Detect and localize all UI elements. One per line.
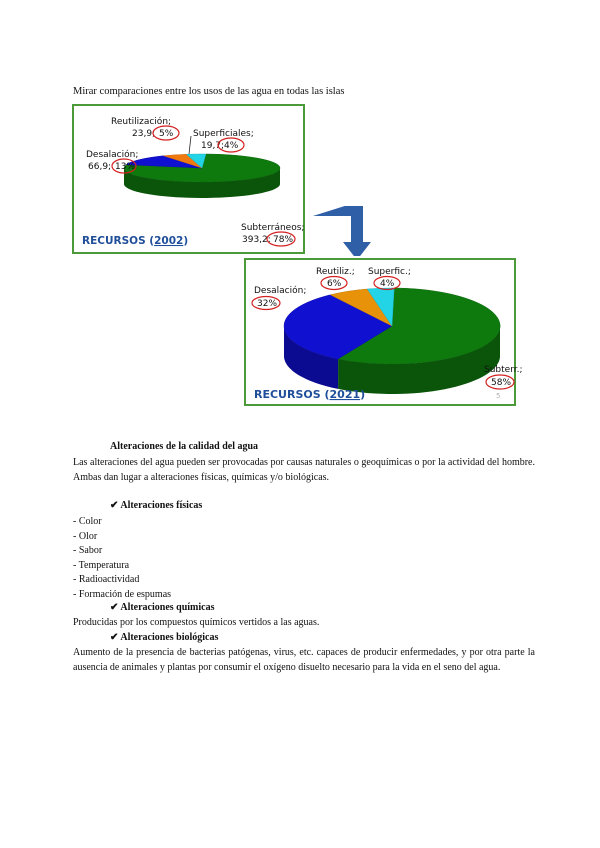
pie-chart-2002-canvas (74, 106, 303, 252)
chart-title: RECURSOS (2021) (254, 388, 366, 401)
biological-text: Aumento de la presencia de bacterias patógenas, virus, etc. capaces de producir enfermedades, y por otra parte la ausencia de animales y plantas por consumir el oxígeno disuelto necesario para la vida en el seno del agua. (73, 647, 535, 673)
list-item: - Temperatura (73, 559, 130, 571)
list-item: - Olor (73, 530, 98, 542)
slice-label: Subterráneos; (241, 223, 305, 233)
slice-label: Superficiales; (193, 129, 254, 139)
pie-chart-2021 (244, 258, 523, 406)
slice-value: 66,9; (88, 162, 112, 172)
pie-chart-2021-canvas (246, 260, 523, 404)
slice-label: Superfic.; (368, 267, 411, 277)
physical-heading-label: Alteraciones físicas (120, 500, 203, 511)
list-item: - Formación de espumas (73, 588, 172, 600)
check-icon: ✔ (110, 632, 119, 643)
check-icon: ✔ (110, 500, 119, 511)
slice-label: Subterr.; (484, 365, 523, 375)
slice-percent: 4% (380, 279, 395, 289)
list-item: - Color (73, 516, 102, 527)
physical-list (73, 515, 171, 603)
section-title: Alteraciones de la calidad del agua (110, 441, 259, 452)
list-item: - Sabor (73, 545, 103, 557)
section-intro: Las alteraciones del agua pueden ser provocadas por causas naturales o geoquímicas o por la actividad del hombre. Ambas dan lugar a alteraciones físicas, químicas y/o biológicas. (73, 457, 535, 483)
physical-heading (110, 500, 202, 511)
slice-percent: 4% (224, 141, 239, 151)
pie-chart-2002 (72, 104, 305, 254)
slice-value: 393,2; (242, 235, 271, 245)
chemical-text: Producidas por los compuestos químicos vertidos a las aguas. (73, 617, 320, 628)
slice-label: Desalación; (254, 286, 307, 296)
slice-label: Reutiliz.; (316, 267, 355, 277)
slice-value: 19,7; (201, 141, 225, 151)
slice-percent: 6% (327, 279, 342, 289)
chemical-heading (110, 602, 215, 613)
slice-percent: 78% (273, 235, 294, 245)
slice-percent: 13% (115, 162, 136, 172)
biological-heading-label: Alteraciones biológicas (120, 632, 219, 643)
slice-percent: 32% (257, 299, 278, 309)
slice-percent: 58% (491, 378, 512, 388)
check-icon: ✔ (110, 602, 119, 613)
chemical-heading-label: Alteraciones químicas (120, 602, 215, 613)
slice-label: Reutilización; (111, 117, 172, 127)
slice-label: Desalación; (86, 150, 139, 160)
list-item: - Radioactividad (73, 574, 140, 586)
leader-line (189, 136, 191, 154)
slice-percent: 5% (159, 129, 174, 139)
chart-title: RECURSOS (2002) (82, 235, 189, 247)
intro-text: Mirar comparaciones entre los usos de las agua en todas las islas (73, 86, 345, 97)
biological-heading (110, 632, 218, 643)
chart-footnote: 5 (496, 392, 501, 400)
slice-value: 23,9; (132, 129, 156, 139)
down-right-arrow-icon (313, 206, 375, 256)
